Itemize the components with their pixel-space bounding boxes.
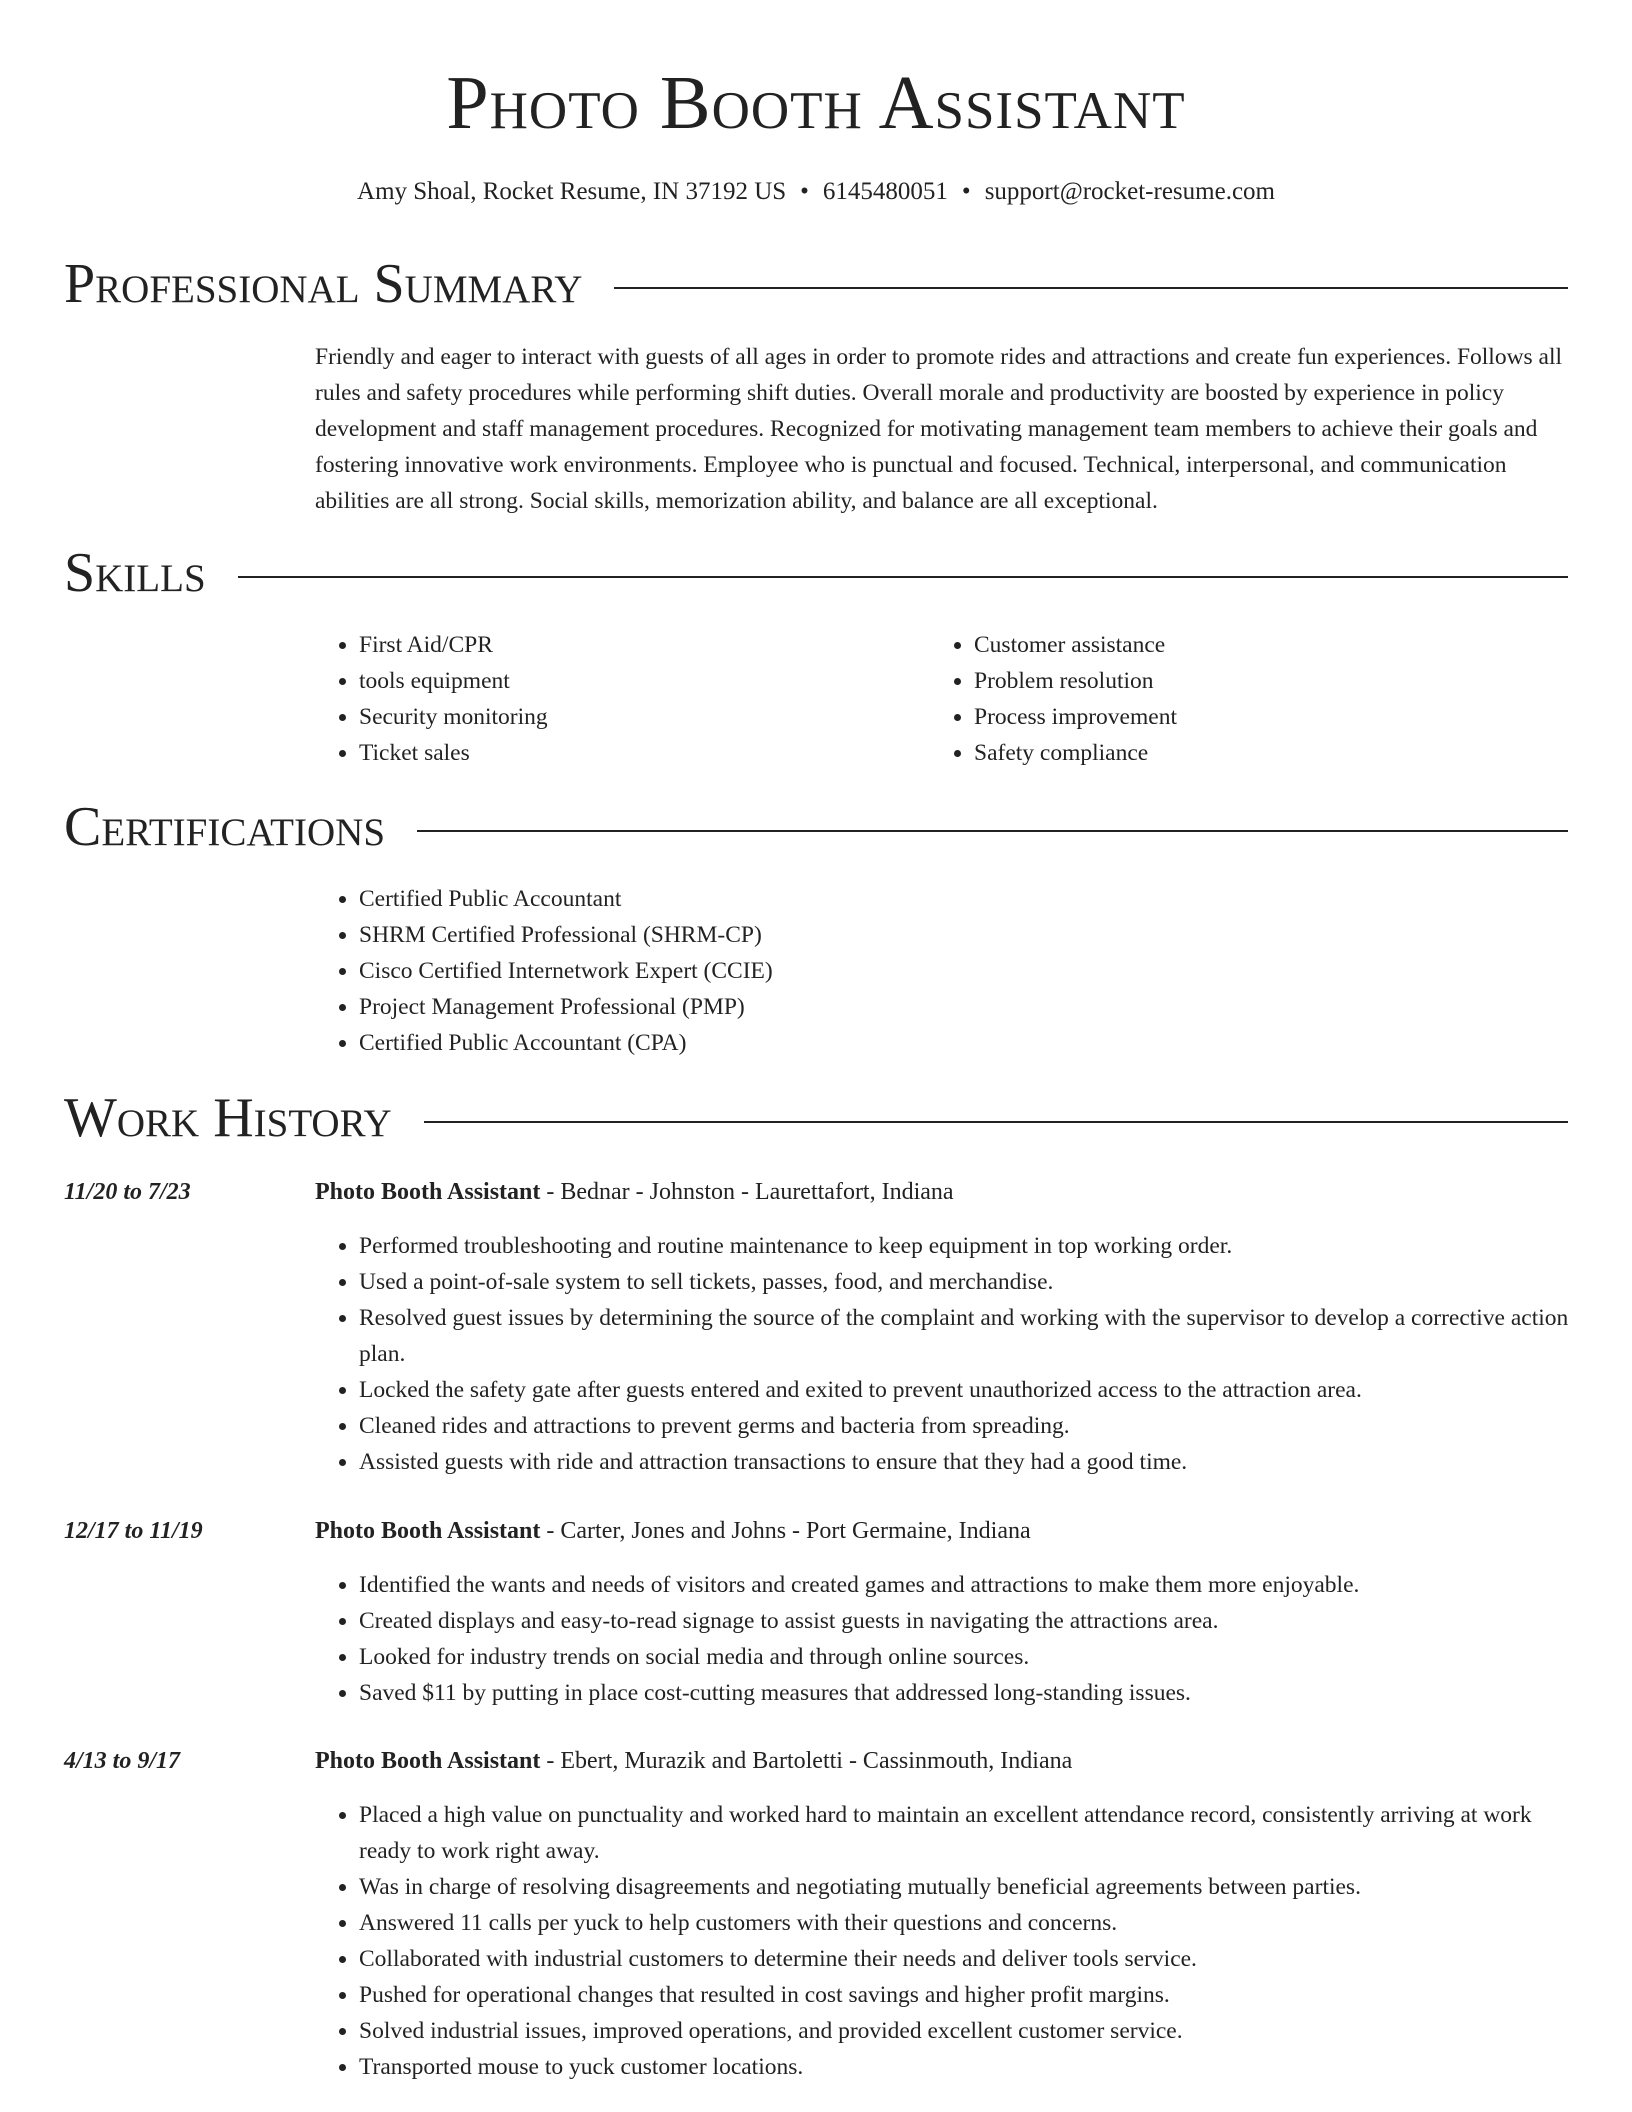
job-company: - Ebert, Murazik and Bartoletti - Cassinmouth, Indiana bbox=[540, 1748, 1073, 1774]
job-entry bbox=[64, 1743, 1568, 2085]
contact-separator: • bbox=[800, 178, 809, 205]
skill-item: • Process improvement bbox=[974, 699, 1530, 735]
job-bullet: • Saved $11 by putting in place cost-cutting measures that addressed long-standing issues. bbox=[359, 1675, 1569, 1711]
job-title: Photo Booth Assistant bbox=[315, 1179, 541, 1205]
contact-line bbox=[0, 176, 1632, 208]
section-title-certifications: Certifications bbox=[64, 796, 386, 858]
contact-phone: 6145480051 bbox=[822, 178, 948, 205]
skills-list-left bbox=[315, 627, 915, 771]
skills-column-right bbox=[930, 627, 1530, 771]
certifications-block bbox=[315, 881, 1570, 1061]
job-bullet: • Performed troubleshooting and routine maintenance to keep equipment in top working order. bbox=[359, 1228, 1569, 1264]
job-bullet: • Solved industrial issues, improved operations, and provided excellent customer service. bbox=[359, 2013, 1569, 2049]
job-dates: 4/13 to 9/17 bbox=[64, 1748, 181, 1774]
job-bullet: • Resolved guest issues by determining the source of the complaint and working with the supervisor to develop a corrective action plan. bbox=[359, 1300, 1569, 1372]
job-dates: 12/17 to 11/19 bbox=[64, 1518, 203, 1544]
job-title-line bbox=[315, 1174, 954, 1210]
contact-email: support@rocket-resume.com bbox=[984, 178, 1275, 205]
summary-text: Friendly and eager to interact with guests of all ages in order to promote rides and attractions and create fun experiences. Follows all rules and safety procedures while performing shift duties. Overall morale and productivity are boosted by experience in policy development and staff management procedures. Recognized for motivating management team members to achieve their goals and fostering innovative work environments. Employee who is punctual and focused. Technical, interpersonal, and communication abilities are all strong. Social skills, memorization ability, and balance are all exceptional. bbox=[315, 344, 1563, 514]
job-bullet: • Looked for industry trends on social media and through online sources. bbox=[359, 1639, 1569, 1675]
section-divider bbox=[238, 576, 1568, 578]
section-divider bbox=[614, 287, 1568, 289]
job-header bbox=[64, 1513, 1568, 1549]
job-bullet: • Used a point-of-sale system to sell tickets, passes, food, and merchandise. bbox=[359, 1264, 1569, 1300]
section-divider bbox=[417, 830, 1568, 832]
job-bullet: • Cleaned rides and attractions to prevent germs and bacteria from spreading. bbox=[359, 1408, 1569, 1444]
section-title-summary: Professional Summary bbox=[64, 253, 583, 315]
job-title: Photo Booth Assistant bbox=[315, 1748, 541, 1774]
job-header bbox=[64, 1174, 1568, 1210]
job-title-line bbox=[315, 1743, 1072, 1779]
certification-item: • Cisco Certified Internetwork Expert (CCIE) bbox=[359, 953, 1570, 989]
job-title: Photo Booth Assistant bbox=[315, 1518, 541, 1544]
job-company: - Carter, Jones and Johns - Port Germaine, Indiana bbox=[540, 1518, 1031, 1544]
job-header bbox=[64, 1743, 1568, 1779]
skill-item: • tools equipment bbox=[359, 663, 915, 699]
skill-item: • Problem resolution bbox=[974, 663, 1530, 699]
job-bullet: • Was in charge of resolving disagreements and negotiating mutually beneficial agreements between parties. bbox=[359, 1869, 1569, 1905]
section-title-work-history: Work History bbox=[64, 1087, 392, 1149]
job-dates: 11/20 to 7/23 bbox=[64, 1179, 191, 1205]
job-bullet: • Assisted guests with ride and attraction transactions to ensure that they had a good time. bbox=[359, 1444, 1569, 1480]
job-company: - Bednar - Johnston - Laurettafort, Indiana bbox=[540, 1179, 954, 1205]
job-bullets bbox=[315, 1797, 1569, 2085]
job-bullet: • Pushed for operational changes that resulted in cost savings and higher profit margins. bbox=[359, 1977, 1569, 2013]
skill-item: • First Aid/CPR bbox=[359, 627, 915, 663]
resume-title: Photo Booth Assistant bbox=[446, 61, 1186, 145]
section-header-skills bbox=[64, 538, 1568, 608]
section-title-skills: Skills bbox=[64, 542, 206, 604]
section-header-certifications bbox=[64, 792, 1568, 862]
job-bullet: • Collaborated with industrial customers to determine their needs and deliver tools service. bbox=[359, 1941, 1569, 1977]
job-bullet: • Created displays and easy-to-read signage to assist guests in navigating the attractions area. bbox=[359, 1603, 1569, 1639]
skills-column-left bbox=[315, 627, 915, 771]
job-bullet: • Answered 11 calls per yuck to help customers with their questions and concerns. bbox=[359, 1905, 1569, 1941]
certification-item: • Certified Public Accountant (CPA) bbox=[359, 1025, 1570, 1061]
skills-list-right bbox=[930, 627, 1530, 771]
certification-item: • Project Management Professional (PMP) bbox=[359, 989, 1570, 1025]
section-divider bbox=[424, 1121, 1568, 1123]
job-bullet: • Identified the wants and needs of visitors and created games and attractions to make them more enjoyable. bbox=[359, 1567, 1569, 1603]
skill-item: • Ticket sales bbox=[359, 735, 915, 771]
job-bullet: • Locked the safety gate after guests entered and exited to prevent unauthorized access to the attraction area. bbox=[359, 1372, 1569, 1408]
job-title-line bbox=[315, 1513, 1031, 1549]
certification-item: • Certified Public Accountant bbox=[359, 881, 1570, 917]
certification-item: • SHRM Certified Professional (SHRM-CP) bbox=[359, 917, 1570, 953]
contact-separator: • bbox=[961, 178, 971, 205]
section-header-work-history bbox=[64, 1083, 1568, 1153]
skill-item: • Customer assistance bbox=[974, 627, 1530, 663]
job-bullets bbox=[315, 1228, 1569, 1480]
job-entry bbox=[64, 1513, 1568, 1711]
certifications-list bbox=[315, 881, 1570, 1061]
job-entry bbox=[64, 1174, 1568, 1480]
job-bullet: • Placed a high value on punctuality and worked hard to maintain an excellent attendance record, consistently arriving at work ready to work right away. bbox=[359, 1797, 1569, 1869]
skill-item: • Security monitoring bbox=[359, 699, 915, 735]
job-bullet: • Transported mouse to yuck customer locations. bbox=[359, 2049, 1569, 2085]
contact-address: Amy Shoal, Rocket Resume, IN 37192 US bbox=[357, 178, 787, 205]
section-header-summary bbox=[64, 249, 1568, 319]
skill-item: • Safety compliance bbox=[974, 735, 1530, 771]
job-bullets bbox=[315, 1567, 1569, 1711]
